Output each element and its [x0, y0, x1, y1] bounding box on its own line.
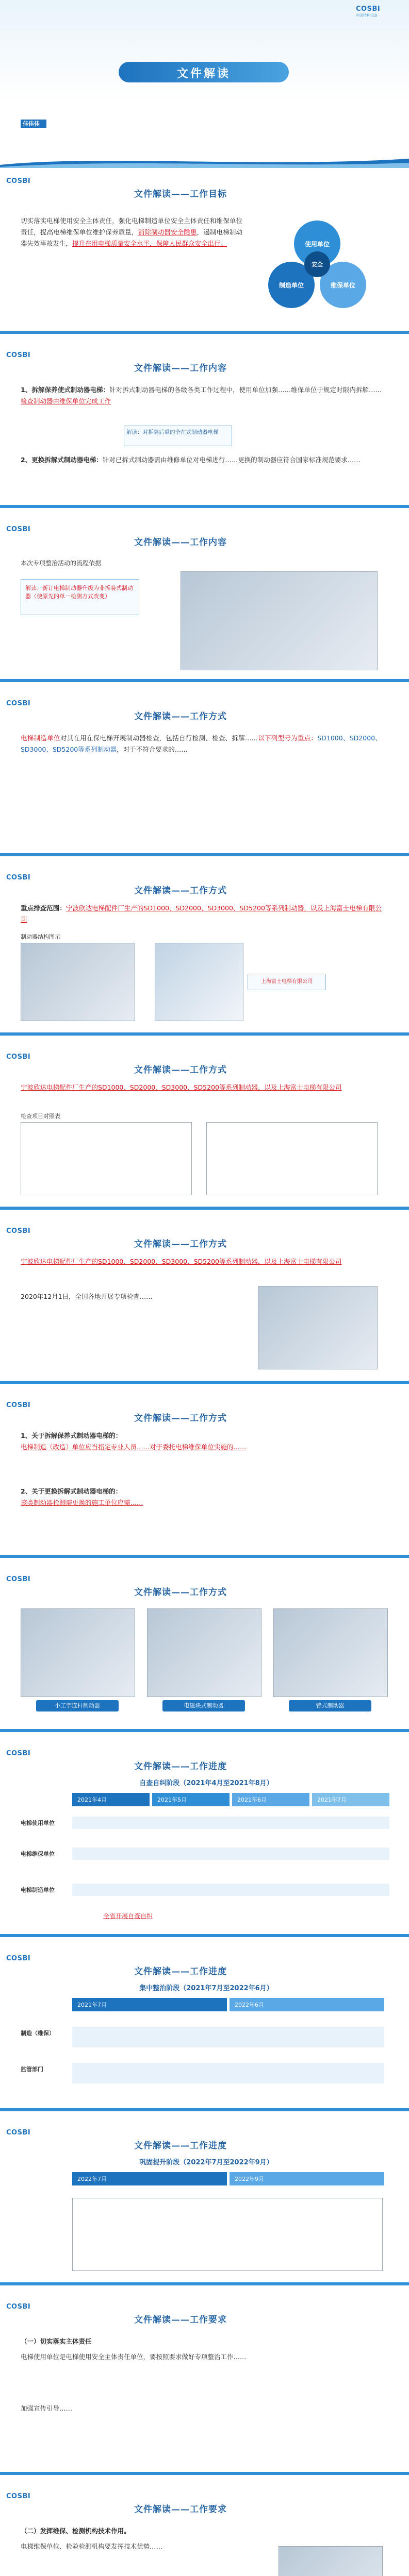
brand-logo — [6, 700, 30, 707]
method2-red: 宁波欣达电梯配件厂生产的SD1000、SD2000、SD3000、SD5200等系列制动器，以及上海富士电梯有限公司 — [21, 904, 382, 923]
content-p1-red: 检查制动器由维保单位完成工作 — [21, 397, 111, 405]
req1-body: 电梯使用单位是电梯使用安全主体责任单位，要按照要求做好专项整治工作…… — [21, 2353, 247, 2361]
slide-progress-3 — [0, 2126, 409, 2296]
logo-text: COSBI — [6, 1053, 31, 1061]
slide-title: 文件解读——工作方式 — [134, 1413, 227, 1423]
checklist-table-image — [21, 1122, 192, 1195]
method5-p2-head: 2、关于更换拆解式制动器电梯的： — [21, 1487, 122, 1495]
slide-divider — [0, 1934, 409, 1937]
slide-title: 文件解读——工作要求 — [134, 2504, 227, 2515]
req2-body: 电梯维保单位、检验检测机构要发挥技术优势…… — [21, 2543, 163, 2550]
row-user: 电梯使用单位 — [21, 1820, 55, 1826]
method-text — [21, 733, 382, 755]
brake-type-label-2: 电磁块式制动器 — [162, 1700, 245, 1711]
timeline-row-bg-2 — [72, 1848, 389, 1860]
cover-title: 文件解读 — [176, 67, 231, 80]
milestone-3: 2021年6月 — [232, 1793, 309, 1806]
slide-divider — [0, 505, 409, 508]
logo-text: COSBI — [356, 5, 381, 13]
phase-title: 集中整治阶段（2021年7月至2022年6月） — [139, 1985, 273, 1992]
goal-text-red: 消除制动器安全隐患 — [138, 228, 197, 236]
slide-progress-2 — [0, 1952, 409, 2122]
wave-decoration — [0, 155, 409, 168]
slide-title: 文件解读——工作方式 — [134, 1587, 227, 1598]
slide-divider — [0, 331, 409, 334]
method-body: 对其在用在保电梯开展制动器检查，包括自行检测、检查、拆解…… — [60, 734, 258, 742]
cover-slide — [0, 0, 409, 170]
method-tail: ，对于不符合要求的…… — [117, 745, 188, 753]
brand-logo — [6, 2303, 30, 2311]
goal-text — [21, 215, 242, 249]
row-manufacturer: 电梯制造单位 — [21, 1887, 55, 1893]
slide-work-method-4 — [0, 1224, 409, 1394]
content-p1-head: 1、拆解保养使式制动器电梯： — [21, 386, 110, 394]
table-title: 检查项目对照表 — [21, 1113, 60, 1120]
timeline-row-bg-3 — [72, 1884, 389, 1896]
row-regulator: 监管部门 — [21, 2066, 43, 2073]
logo-text: COSBI — [6, 1955, 31, 1962]
brake-type-label-1: 小工字连杆制动器 — [36, 1700, 119, 1711]
milestone-2: 2021年5月 — [152, 1793, 230, 1806]
schematic-image — [206, 1122, 378, 1195]
method-head: 电梯制造单位 — [21, 734, 60, 742]
timeline-row-bg-1 — [72, 2027, 384, 2047]
phase-title: 自查自纠阶段（2021年4月至2021年8月） — [139, 1780, 273, 1787]
slide-work-method-5 — [0, 1398, 409, 1568]
brand-logo — [6, 1955, 30, 1962]
method5-p1-head: 1、关于拆解保养式制动器电梯的： — [21, 1432, 122, 1439]
slide-work-content-2 — [0, 522, 409, 692]
logo-text: COSBI — [6, 2129, 31, 2137]
content-p2 — [21, 454, 382, 466]
inspection-photo — [258, 1286, 378, 1369]
brand-logo — [6, 874, 30, 882]
brand-logo — [6, 2129, 30, 2137]
logo-text: COSBI — [6, 351, 31, 359]
brand-logo — [6, 351, 30, 359]
logo-text: COSBI — [6, 700, 31, 707]
diagram-caption: 制动器结构图示 — [21, 934, 60, 940]
slide-title: 文件解读——工作进度 — [134, 1761, 227, 1772]
slide-title: 文件解读——工作目标 — [134, 189, 227, 199]
slide-title: 文件解读——工作方式 — [134, 886, 227, 896]
method2-head: 重点排查范围： — [21, 904, 66, 912]
slide-title: 文件解读——工作进度 — [134, 1967, 227, 1977]
timeline-row-bg-1 — [72, 1817, 389, 1829]
method5-p1-red: 电梯制造（改造）单位应当指定专业人员……对于委托电梯维保单位实施的…… — [21, 1443, 247, 1451]
brand-logo — [6, 2493, 30, 2500]
slide-title: 文件解读——工作方式 — [134, 711, 227, 722]
slide-requirements-2 — [0, 2489, 409, 2576]
inspection-photo — [279, 2546, 383, 2576]
brake-type-label-3: 臂式制动器 — [289, 1700, 371, 1711]
slide-divider — [0, 2282, 409, 2285]
method-models: SD1000、SD2000、SD3000、SD5200等系列制动器 — [21, 734, 382, 753]
slide-title: 文件解读——工作方式 — [134, 1239, 227, 1249]
manufacturer-label: 上海富士电梯有限公司 — [248, 974, 326, 990]
content-p1 — [21, 384, 382, 407]
row-enterprise: 制造（维保） — [21, 2030, 55, 2037]
slide-divider — [0, 1032, 409, 1036]
slide-divider — [0, 1381, 409, 1384]
milestone-start: 2021年7月 — [72, 1998, 227, 2011]
logo-sub: 中国特种设备 — [356, 13, 378, 18]
circle-maintenance: 维保单位 — [320, 262, 366, 308]
brand-logo — [6, 1053, 30, 1061]
req1-sub: 加强宣传引导…… — [21, 2404, 73, 2412]
brake-type-photo-1 — [21, 1608, 135, 1697]
method3-red: 宁波欣达电梯配件厂生产的SD1000、SD2000、SD3000、SD5200等系列制动器，以及上海富士电梯有限公司 — [21, 1083, 342, 1091]
logo-text: COSBI — [6, 1750, 31, 1757]
brand-logo — [6, 1750, 30, 1757]
method4-red: 宁波欣达电梯配件厂生产的SD1000、SD2000、SD3000、SD5200等系列制动器，以及上海富士电梯有限公司 — [21, 1258, 342, 1265]
req1-heading: （一）切实落实主体责任 — [21, 2337, 92, 2345]
logo-text: COSBI — [6, 1227, 31, 1235]
slide-title: 文件解读——工作要求 — [134, 2315, 227, 2325]
goal-text-c: 提升在用电梯质量安全水平，保障人民群众安全出行。 — [72, 240, 227, 247]
progress-table-image — [72, 2198, 383, 2271]
slide-title: 文件解读——工作进度 — [134, 2141, 227, 2151]
milestone-4: 2021年7月 — [312, 1793, 389, 1806]
slide-divider — [0, 1729, 409, 1732]
brand-logo — [6, 1227, 30, 1235]
method4-text — [21, 1256, 382, 1267]
brand-logo — [6, 526, 30, 533]
method5-p2 — [21, 1486, 382, 1509]
slide-divider — [0, 2108, 409, 2111]
slide-work-content — [0, 348, 409, 518]
callout-box: 解读：对拆装后重的全在式制动器电梯 — [124, 426, 232, 446]
brake-type-photo-2 — [147, 1608, 261, 1697]
milestone-end: 2022年6月 — [230, 1998, 384, 2011]
method4-body: 2020年12月1日，全国各地开展专项检查…… — [21, 1293, 153, 1300]
method-red: 以下列型号为重点： — [257, 734, 318, 742]
logo-text: COSBI — [6, 1575, 31, 1583]
goal-text-b: ，遏制电梯制动器失效事故发生， — [21, 228, 242, 247]
logo-text: COSBI — [6, 526, 31, 533]
brand-logo — [6, 1401, 30, 1409]
logo-text: COSBI — [6, 2493, 31, 2500]
logo-text: COSBI — [6, 1401, 31, 1409]
flow-note: 本次专项整治活动的流程依据 — [21, 560, 102, 567]
brand-logo — [356, 5, 380, 18]
milestone-1: 2021年4月 — [72, 1793, 150, 1806]
method5-p2-red: 该类制动器检测需更换的施工单位应需…… — [21, 1499, 143, 1506]
timeline-row-bg-2 — [72, 2063, 384, 2083]
slide-divider — [0, 853, 409, 856]
slide-progress-1 — [0, 1747, 409, 1947]
logo-text: COSBI — [6, 2303, 31, 2311]
slide-title: 文件解读——工作方式 — [134, 1065, 227, 1075]
content-p1-body: 针对拆式制动器电梯的各级各类工作过程中，使用单位加强……维保单位于规定时限内拆解…… — [109, 386, 382, 394]
circle-user: 使用单位 — [294, 221, 340, 267]
goal-text-a: 切实落实电梯使用安全主体责任，强化电梯制造单位安全主体责任和维保单位责任，提高电梯维保单位维护保养质量， — [21, 217, 242, 236]
method2-text — [21, 903, 382, 925]
slide-title: 文件解读——工作内容 — [134, 363, 227, 374]
brand-logo — [6, 1575, 30, 1583]
method3-text — [21, 1082, 382, 1093]
slide-divider — [0, 679, 409, 682]
content-p2-body: 针对已拆式制动器需由维修单位对电梯进行……更换的制动器应符合国家标准规范要求…… — [102, 456, 361, 464]
milestone-start: 2022年7月 — [72, 2172, 227, 2185]
circle-manufacturer: 制造单位 — [268, 262, 315, 308]
slide-work-method-2 — [0, 871, 409, 1046]
slide-divider — [0, 1555, 409, 1558]
milestone-end: 2022年9月 — [230, 2172, 384, 2185]
slide-brake-types — [0, 1572, 409, 1742]
callout-box: 解读：新订电梯制动器升级为非拆装式制动器（使原先的单一检测方式改变） — [21, 579, 139, 615]
slide-requirements-1 — [0, 2300, 409, 2485]
method5-p1 — [21, 1430, 382, 1453]
slide-work-goal — [0, 174, 409, 344]
document-scan-image — [181, 571, 378, 670]
brake-photo — [21, 943, 135, 1021]
brand-logo — [6, 177, 30, 185]
circle-safety: 安全 — [304, 251, 330, 277]
logo-text: COSBI — [6, 177, 31, 185]
slide-divider — [0, 1207, 409, 1210]
slide-work-method-3 — [0, 1050, 409, 1220]
cover-subtitle: 佳佳佳 — [23, 121, 40, 127]
content-p2-head: 2、更换拆解式制动器电梯： — [21, 456, 103, 464]
row-maintenance: 电梯维保单位 — [21, 1851, 55, 1857]
progress-note: 全省开展自查自纠 — [103, 1912, 153, 1920]
slide-work-method — [0, 697, 409, 867]
slide-divider — [0, 2472, 409, 2475]
req2-heading: （二）发挥维保、检测机构技术作用。 — [21, 2527, 130, 2535]
phase-title: 巩固提升阶段（2022年7月至2022年9月） — [139, 2159, 273, 2166]
logo-text: COSBI — [6, 874, 31, 882]
brake-photo-2 — [155, 943, 243, 1021]
brake-type-photo-3 — [273, 1608, 388, 1697]
slide-title: 文件解读——工作内容 — [134, 537, 227, 548]
